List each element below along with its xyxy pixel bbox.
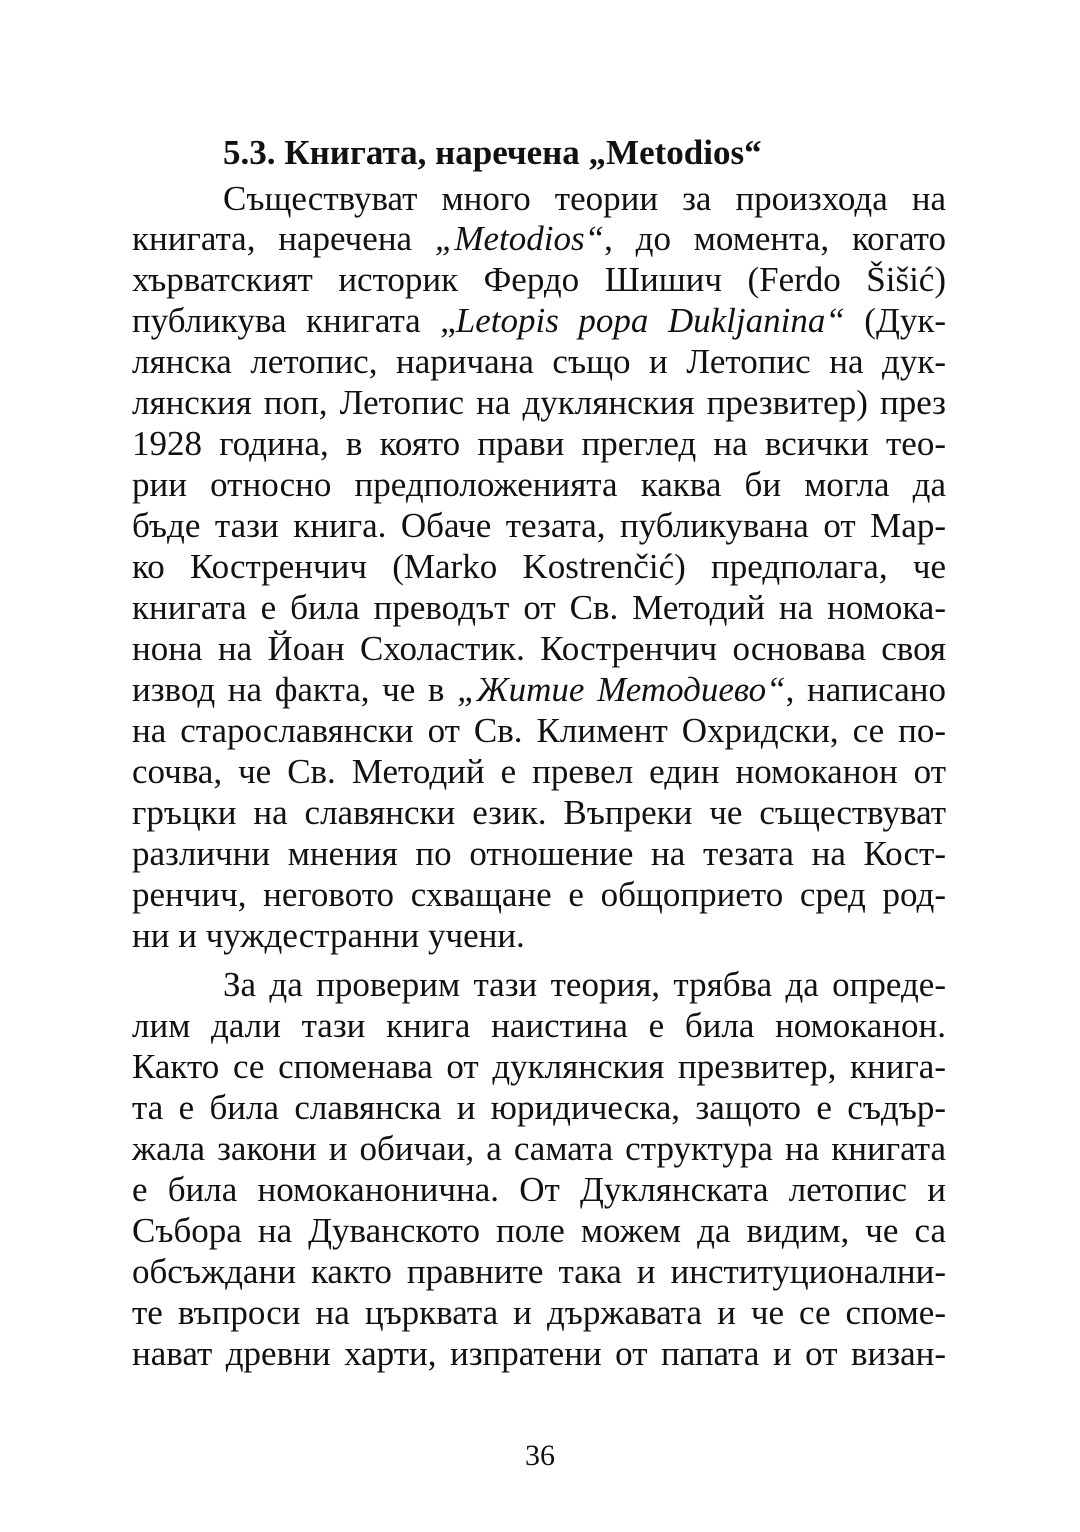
text-span: лянския поп, Летопис на дуклянския презвитер) през [132,383,946,422]
text-line [132,1208,946,1254]
text-line [132,585,946,631]
text-line [132,1003,946,1049]
text-line [132,1126,946,1172]
text-line [132,667,946,713]
text-span: те въпроси на църквата и държавата и че се споме- [132,1293,946,1332]
text-span: ренчич, неговото схващане е общоприето сред род- [132,875,946,914]
text-span: За да проверим тази теория, трябва да опреде- [223,965,946,1004]
text-span: бъде тази книга. Обаче тезата, публикувана от Мар- [132,506,946,545]
text-line [132,790,946,836]
section-heading: 5.3. Книгата, наречена „Metodios“ [223,133,762,172]
text-span: обсъждани както правните така и институционални- [132,1252,946,1291]
page-number: 36 [525,1439,555,1472]
text-line [132,339,946,385]
text-line [132,421,946,467]
text-line [132,503,946,549]
text-line [132,708,946,754]
text-span: различни мнения по отношение на тезата на Кост- [132,834,946,873]
text-span: ко Костренчич (Marko Kostrenčić) предполага, че [132,547,946,586]
text-line [132,462,946,508]
italic-title: „Житие Методиево“ [457,670,786,709]
text-line [132,257,946,303]
text-span: извод на факта, че в [132,670,458,709]
text-span: на старославянски от Св. Климент Охридски, се по- [132,711,946,750]
text-span: нават древни харти, изпратени от папата и от визан- [132,1334,946,1373]
text-line [223,962,946,1008]
text-line [132,1290,946,1336]
text-line [132,380,946,426]
text-line [132,749,946,795]
text-span: , до момента, когато [604,219,946,258]
text-span: Както се споменава от дуклянския презвитер, книга- [132,1047,946,1086]
text-line [132,872,946,918]
text-line [132,626,946,672]
text-span: Събора на Дуванското поле можем да видим, че са [132,1211,946,1250]
text-span: 1928 година, в която прави преглед на всички тео- [132,424,946,463]
text-span: книгата е била преводът от Св. Методий на номока- [132,588,946,627]
text-line [132,1167,946,1213]
text-span: хърватският историк Фердо Шишич (Ferdo Šišić) [132,260,946,299]
text-line [132,831,946,877]
text-span: нона на Йоан Схоластик. Костренчич основава своя [132,629,946,668]
text-span: сочва, че Св. Методий е превел един номоканон от [132,752,946,791]
text-span: (Дук- [844,301,946,340]
text-line [132,913,946,959]
text-span: жала закони и обичаи, а самата структура на книгата [132,1129,946,1168]
italic-title: „Metodios“ [434,219,605,258]
text-span: лянска летопис, наричана също и Летопис на дук- [132,342,946,381]
text-line [132,1085,946,1131]
text-span: ни и чуждестранни учени. [132,916,525,955]
text-span: книгата, наречена [132,219,435,258]
text-span: рии относно предположенията каква би могла да [132,465,946,504]
text-line [132,1044,946,1090]
text-line [132,216,946,262]
text-line [132,298,946,344]
text-span: Съществуват много теории за произхода на [223,179,946,218]
text-span: гръцки на славянски език. Въпреки че съществуват [132,793,946,832]
text-span: е била номоканонична. От Дуклянската летопис и [132,1170,946,1209]
text-line [132,544,946,590]
text-line [132,1331,946,1377]
text-span: та е била славянска и юридическа, защото е съдър- [132,1088,946,1127]
text-line [132,1249,946,1295]
text-span: публикува книгата „ [132,301,456,340]
text-span: , написано [785,670,946,709]
italic-title: Letopis popa Dukljanina“ [455,301,845,340]
text-span: лим дали тази книга наистина е била номоканон. [132,1006,946,1045]
